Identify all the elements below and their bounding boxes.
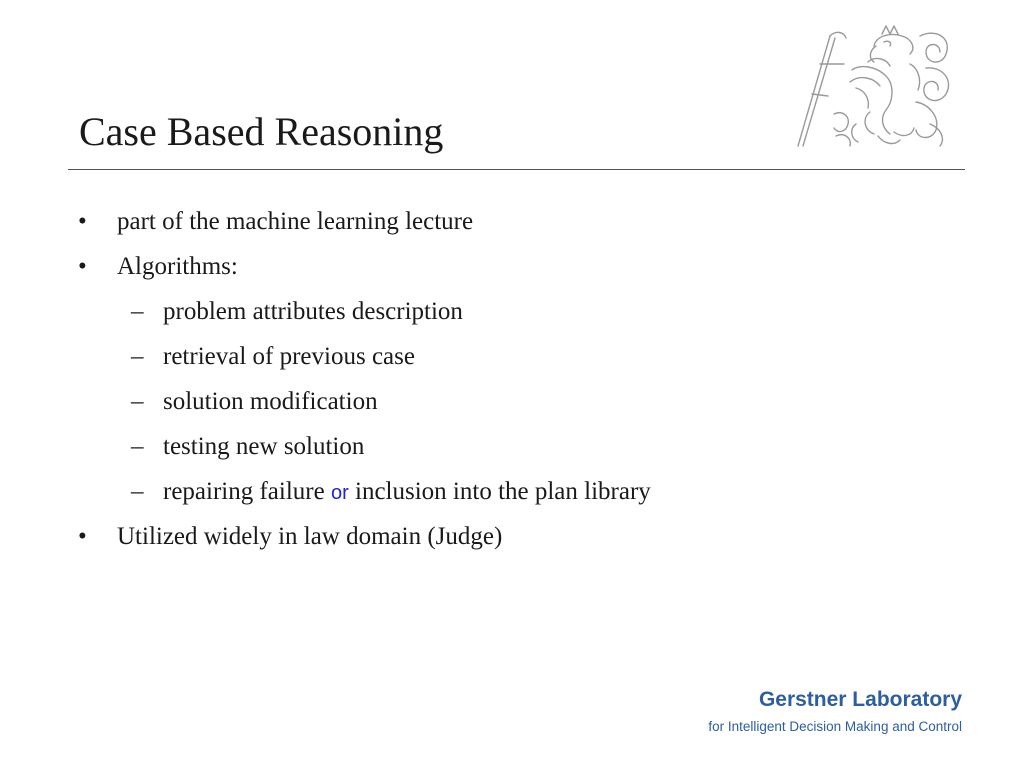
list-item [0,514,1024,559]
slide-title: Case Based Reasoning [79,109,444,154]
sub-list-item [0,289,1024,334]
sub-list-item [0,424,1024,469]
list-item-text: part of the machine learning lecture [117,208,474,235]
list-item [0,199,1024,244]
sub-list-item [0,334,1024,379]
dash-marker: – [131,343,144,370]
bullet-marker: • [78,523,87,550]
text-before-highlight: repairing failure [163,478,331,505]
list-item-text: Utilized widely in law domain (Judge) [117,523,503,550]
sub-list-item [0,379,1024,424]
bullet-marker: • [78,253,87,280]
sub-list-item [0,469,1024,514]
dash-marker: – [131,478,144,505]
sub-list-item-text: testing new solution [163,433,365,460]
highlighted-or: or [330,482,349,504]
list-item-text: Algorithms: [117,253,238,280]
dash-marker: – [131,433,144,460]
title-divider [68,169,965,170]
sub-list-item-text: retrieval of previous case [163,343,415,370]
dash-marker: – [131,388,144,415]
sub-list-item-text: solution modification [163,388,378,415]
list-item [0,244,1024,289]
sub-list-item-text [163,469,651,516]
bullet-list [0,199,1024,559]
czech-lion-emblem-icon [790,24,960,154]
footer-lab-name: Gerstner Laboratory [758,688,962,711]
sub-list-item-text: problem attributes description [163,298,463,325]
bullet-marker: • [78,208,87,235]
text-after-highlight: inclusion into the plan library [348,478,651,505]
footer-lab-subtitle: for Intelligent Decision Making and Control [708,719,962,734]
dash-marker: – [131,298,144,325]
